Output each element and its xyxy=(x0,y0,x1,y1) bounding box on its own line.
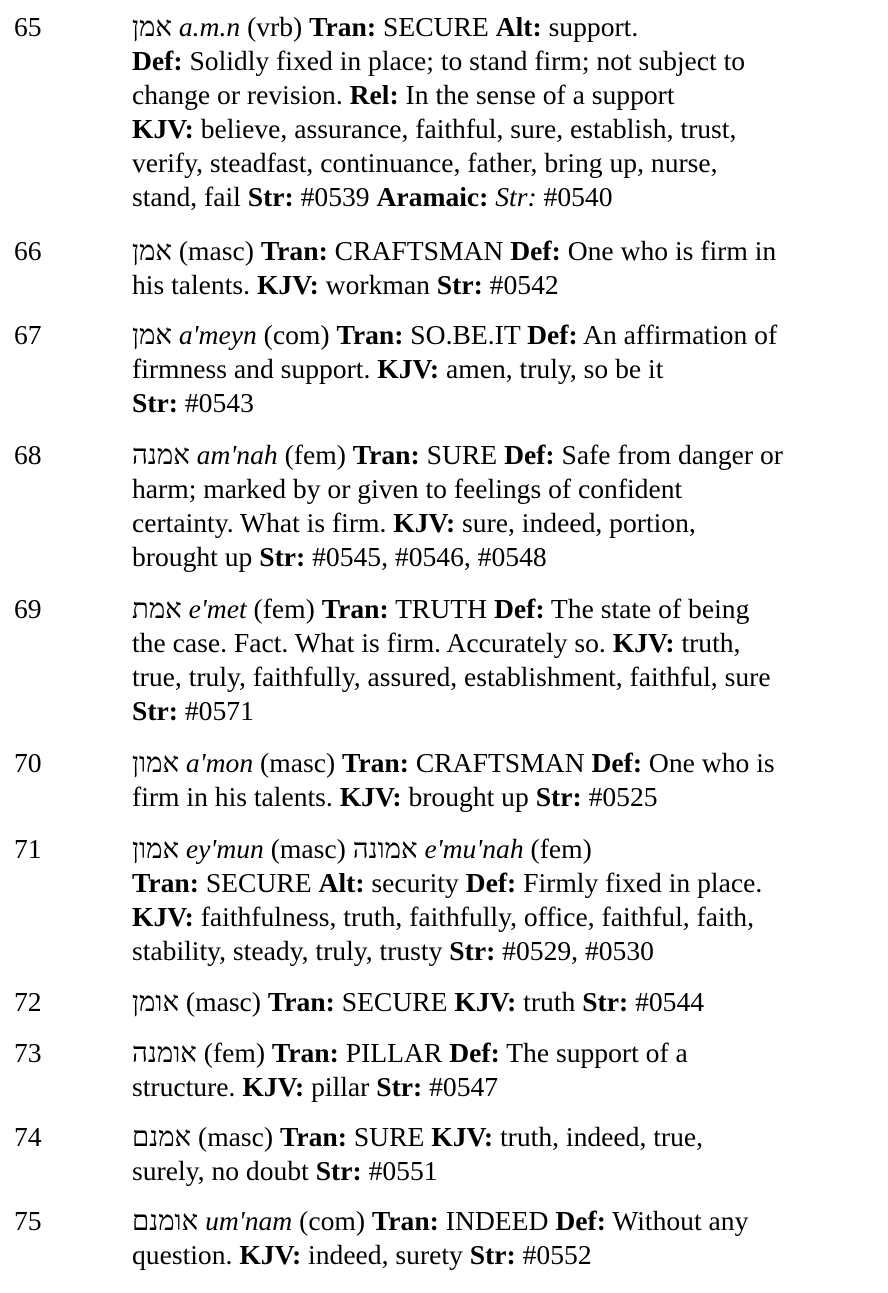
entry-line xyxy=(132,472,872,506)
entry-number: 71 xyxy=(14,833,42,864)
entry-text xyxy=(132,832,872,968)
field-label: Str: xyxy=(449,935,496,966)
field-label: Str: xyxy=(259,541,306,572)
text-run: certainty. What is firm. xyxy=(132,507,394,538)
entry-line xyxy=(132,746,872,780)
field-label: Tran: xyxy=(352,439,420,470)
text-run: (fem) xyxy=(277,439,353,470)
text-run: #0552 xyxy=(515,1239,592,1270)
field-label: Tran: xyxy=(271,1037,339,1068)
text-run: (com) xyxy=(256,319,337,350)
text-run xyxy=(172,319,179,350)
entry-text xyxy=(132,234,872,302)
field-label: KJV: xyxy=(256,269,319,300)
text-run: SECURE xyxy=(376,11,496,42)
entry-line xyxy=(132,780,872,814)
field-label: Alt: xyxy=(318,867,365,898)
text-run: An affirmation of xyxy=(577,319,778,350)
entry-text xyxy=(132,1204,872,1272)
text-run: (masc) xyxy=(191,1121,280,1152)
text-run: INDEED xyxy=(438,1205,556,1236)
text-run: The support of a xyxy=(499,1037,688,1068)
transliteration: Str: xyxy=(495,181,537,212)
field-label: KJV: xyxy=(242,1071,305,1102)
entry-text xyxy=(132,1120,872,1188)
field-label: Alt: xyxy=(495,11,542,42)
entry-number: 65 xyxy=(14,11,42,42)
entry-text xyxy=(132,318,872,420)
text-run: TRUTH xyxy=(388,593,494,624)
entry-text xyxy=(132,985,872,1019)
text-run: In the sense of a support xyxy=(398,79,675,110)
text-run: #0551 xyxy=(361,1155,438,1186)
text-run: indeed, surety xyxy=(301,1239,470,1270)
field-label: Def: xyxy=(510,235,561,266)
entry-line xyxy=(132,386,872,420)
text-run: Safe from danger or xyxy=(554,439,783,470)
entry-line xyxy=(132,832,872,866)
entry-number: 66 xyxy=(14,235,42,266)
field-label: Tran: xyxy=(132,867,199,898)
entry-number: 70 xyxy=(14,747,42,778)
text-run: CRAFTSMAN xyxy=(327,235,511,266)
field-label: Def: xyxy=(449,1037,500,1068)
field-label: KJV: xyxy=(612,627,675,658)
entry-line xyxy=(132,1238,872,1272)
field-label: Str: xyxy=(469,1239,516,1270)
field-label: Tran: xyxy=(309,11,377,42)
text-run: PILLAR xyxy=(338,1037,450,1068)
text-run: surely, no doubt xyxy=(132,1155,316,1186)
entry-line xyxy=(132,1120,872,1154)
text-run: Firmly fixed in place. xyxy=(516,867,763,898)
entry-line xyxy=(132,268,872,302)
entry-line xyxy=(132,1036,872,1070)
text-run: workman xyxy=(318,269,437,300)
field-label: Rel: xyxy=(349,79,399,110)
entry-number: 75 xyxy=(14,1205,42,1236)
field-label: Str: xyxy=(436,269,483,300)
entry-text xyxy=(132,1036,872,1104)
text-run: sure, indeed, portion, xyxy=(455,507,696,538)
text-run: (masc) xyxy=(179,986,268,1017)
text-run: (masc) xyxy=(253,747,343,778)
entry-line xyxy=(132,985,872,1019)
text-run xyxy=(179,833,186,864)
entry-line xyxy=(132,900,872,934)
text-run: One who is xyxy=(642,747,775,778)
hebrew-word: אמונה xyxy=(352,833,418,864)
entry-line xyxy=(132,146,872,180)
text-run: #0544 xyxy=(628,986,705,1017)
field-label: Tran: xyxy=(371,1205,439,1236)
field-label: Def: xyxy=(493,593,545,624)
field-label: Def: xyxy=(591,747,643,778)
field-label: Def: xyxy=(527,319,578,350)
entry-text xyxy=(132,438,872,574)
text-run xyxy=(179,747,186,778)
entry-number: 67 xyxy=(14,319,42,350)
field-label: KJV: xyxy=(431,1121,494,1152)
entry-line xyxy=(132,180,872,214)
text-run: #0525 xyxy=(581,781,658,812)
hebrew-word: אמת xyxy=(132,593,182,624)
text-run: #0539 xyxy=(293,181,377,212)
text-run: Solidly fixed in place; to stand firm; not subject to xyxy=(182,45,746,76)
field-label: Def: xyxy=(504,439,555,470)
text-run: CRAFTSMAN xyxy=(408,747,592,778)
text-run: brought up xyxy=(401,781,536,812)
text-run: question. xyxy=(132,1239,240,1270)
text-run: #0545, #0546, #0548 xyxy=(305,541,547,572)
entry-number: 68 xyxy=(14,439,42,470)
field-label: KJV: xyxy=(454,986,517,1017)
entry-line xyxy=(132,1070,872,1104)
field-label: Def: xyxy=(132,45,183,76)
field-label: KJV: xyxy=(393,507,456,538)
text-run: SURE xyxy=(346,1121,432,1152)
text-run: security xyxy=(364,867,466,898)
text-run: firmness and support. xyxy=(132,353,378,384)
entry-line xyxy=(132,934,872,968)
text-run: (masc) xyxy=(171,235,261,266)
field-label: Tran: xyxy=(321,593,389,624)
text-run: verify, steadfast, continuance, father, bring up, nurse, xyxy=(132,147,718,178)
field-label: Str: xyxy=(315,1155,362,1186)
text-run xyxy=(190,439,197,470)
entry-number: 72 xyxy=(14,986,42,1017)
hebrew-word: אמן xyxy=(132,319,172,350)
field-label: KJV: xyxy=(339,781,402,812)
text-run: #0529, #0530 xyxy=(495,935,654,966)
hebrew-word: אמן xyxy=(132,235,172,266)
field-label: Aramaic: xyxy=(376,181,489,212)
text-run: (com) xyxy=(292,1205,372,1236)
text-run: stand, fail xyxy=(132,181,248,212)
text-run: (masc) xyxy=(263,833,353,864)
entry-line xyxy=(132,660,872,694)
entry-line xyxy=(132,694,872,728)
text-run: (fem) xyxy=(196,1037,272,1068)
text-run: #0543 xyxy=(177,387,254,418)
text-run: stability, steady, truly, trusty xyxy=(132,935,450,966)
text-run: #0540 xyxy=(536,181,613,212)
text-run: truth, xyxy=(674,627,741,658)
field-label: Str: xyxy=(132,695,178,726)
field-label: KJV: xyxy=(377,353,440,384)
text-run: (fem) xyxy=(523,833,592,864)
entry-line xyxy=(132,438,872,472)
entry-text xyxy=(132,592,872,728)
field-label: Tran: xyxy=(260,235,328,266)
entry-text xyxy=(132,746,872,814)
text-run: Without any xyxy=(605,1205,749,1236)
entry-line xyxy=(132,234,872,268)
hebrew-word: אמן xyxy=(132,11,172,42)
transliteration: a'meyn xyxy=(178,319,257,350)
text-run: his talents. xyxy=(132,269,257,300)
hebrew-word: אומנה xyxy=(132,1037,197,1068)
entry-number: 69 xyxy=(14,593,42,624)
text-run xyxy=(182,593,189,624)
hebrew-word: אמון xyxy=(132,833,180,864)
entry-line xyxy=(132,592,872,626)
hebrew-word: אמון xyxy=(132,747,180,778)
text-run: SECURE xyxy=(334,986,455,1017)
transliteration: e'mu'nah xyxy=(424,833,524,864)
text-run xyxy=(172,11,179,42)
field-label: KJV: xyxy=(132,901,194,932)
entry-line xyxy=(132,506,872,540)
field-label: Tran: xyxy=(279,1121,347,1152)
entry-line xyxy=(132,1204,872,1238)
text-run: #0571 xyxy=(177,695,254,726)
transliteration: am'nah xyxy=(196,439,278,470)
hebrew-word: אומנם xyxy=(132,1205,199,1236)
entry-line xyxy=(132,318,872,352)
entry-line xyxy=(132,352,872,386)
entry-number: 74 xyxy=(14,1121,42,1152)
field-label: KJV: xyxy=(132,113,194,144)
text-run: pillar xyxy=(304,1071,377,1102)
field-label: Tran: xyxy=(336,319,404,350)
text-run: truth, indeed, true, xyxy=(493,1121,704,1152)
text-run: #0542 xyxy=(482,269,559,300)
text-run: SURE xyxy=(419,439,505,470)
field-label: Tran: xyxy=(342,747,409,778)
text-run: faithfulness, truth, faithfully, office, faithful, faith, xyxy=(193,901,754,932)
hebrew-word: אמנה xyxy=(132,439,190,470)
entry-number: 73 xyxy=(14,1037,42,1068)
text-run: (fem) xyxy=(246,593,322,624)
text-run: amen, truly, so be it xyxy=(439,353,664,384)
entry-line xyxy=(132,866,872,900)
text-run: brought up xyxy=(132,541,260,572)
entry-line xyxy=(132,44,872,78)
text-run: SO.BE.IT xyxy=(403,319,528,350)
text-run: believe, assurance, faithful, sure, establish, trust, xyxy=(193,113,737,144)
entry-line xyxy=(132,1154,872,1188)
text-run: SECURE xyxy=(198,867,319,898)
entry-line xyxy=(132,626,872,660)
transliteration: e'met xyxy=(188,593,247,624)
text-run: One who is firm in xyxy=(560,235,777,266)
entry-line xyxy=(132,78,872,112)
text-run: harm; marked by or given to feelings of confident xyxy=(132,473,683,504)
text-run: firm in his talents. xyxy=(132,781,340,812)
field-label: Def: xyxy=(555,1205,606,1236)
text-run: change or revision. xyxy=(132,79,350,110)
entry-text xyxy=(132,10,872,214)
field-label: Def: xyxy=(465,867,517,898)
field-label: KJV: xyxy=(239,1239,302,1270)
entry-line xyxy=(132,540,872,574)
field-label: Str: xyxy=(582,986,629,1017)
hebrew-word: אומן xyxy=(132,986,180,1017)
field-label: Str: xyxy=(376,1071,423,1102)
text-run: truth xyxy=(516,986,583,1017)
entry-line xyxy=(132,112,872,146)
field-label: Tran: xyxy=(267,986,335,1017)
field-label: Str: xyxy=(247,181,294,212)
text-run: (vrb) xyxy=(240,11,310,42)
field-label: Str: xyxy=(132,387,178,418)
text-run: true, truly, faithfully, assured, establishment, faithful, sure xyxy=(132,661,771,692)
field-label: Str: xyxy=(535,781,582,812)
transliteration: ey'mun xyxy=(185,833,264,864)
text-run: the case. Fact. What is firm. Accurately so. xyxy=(132,627,613,658)
hebrew-word: אמנם xyxy=(132,1121,192,1152)
transliteration: a'mon xyxy=(185,747,254,778)
entry-line xyxy=(132,10,872,44)
text-run: #0547 xyxy=(422,1071,499,1102)
text-run: structure. xyxy=(132,1071,243,1102)
transliteration: um'nam xyxy=(205,1205,293,1236)
transliteration: a.m.n xyxy=(178,11,241,42)
text-run: support. xyxy=(541,11,639,42)
text-run: The state of being xyxy=(544,593,750,624)
